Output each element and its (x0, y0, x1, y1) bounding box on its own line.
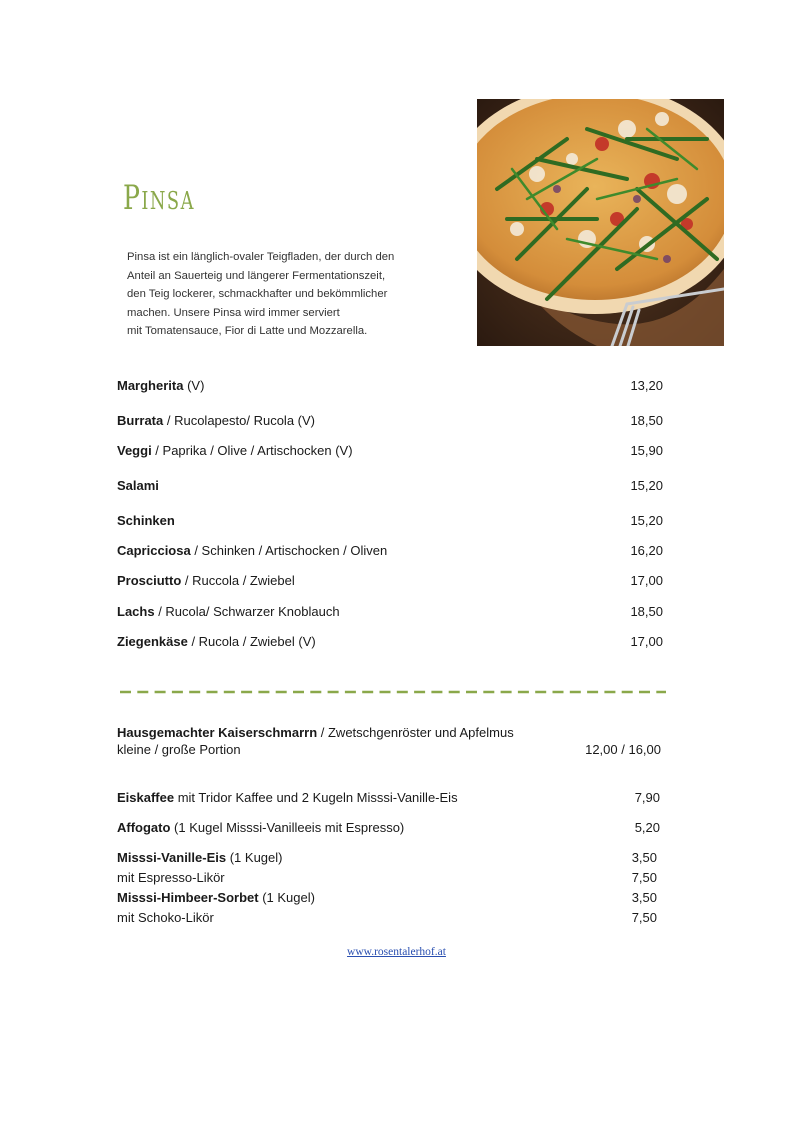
item-name: Misssi-Vanille-Eis (117, 850, 227, 865)
menu-item (117, 889, 657, 907)
item-name: Affogato (117, 820, 171, 835)
page-title: Pinsa (123, 178, 195, 218)
menu-item (117, 741, 661, 759)
item-desc: kleine / große Portion (117, 742, 241, 757)
item-name: Lachs (117, 604, 155, 619)
pizza-image (477, 99, 724, 346)
menu-item (117, 512, 663, 530)
item-name: Hausgemachter Kaiserschmarrn (117, 725, 318, 740)
item-price: 7,50 (631, 870, 657, 885)
menu-item (117, 869, 657, 887)
item-price: 15,90 (630, 443, 663, 458)
item-price: 17,00 (630, 573, 663, 588)
menu-item (117, 819, 660, 837)
menu-item (117, 603, 663, 621)
item-desc: / Rucola/ Schwarzer Knoblauch (154, 604, 340, 619)
item-price: 3,50 (631, 890, 657, 905)
item-name: Burrata (117, 413, 164, 428)
menu-item (117, 849, 657, 867)
intro-line: machen. Unsere Pinsa wird immer serviert (127, 306, 340, 319)
menu-item (117, 412, 663, 430)
item-desc: (V) (183, 378, 205, 393)
item-desc: (1 Kugel) (258, 890, 315, 905)
item-desc: / Paprika / Olive / Artischocken (V) (151, 443, 353, 458)
intro-line: Anteil an Sauerteig und längerer Fermentationszeit, (127, 269, 386, 282)
intro-text (127, 248, 427, 341)
item-price: 18,50 (630, 604, 663, 619)
intro-line: Pinsa ist ein länglich-ovaler Teigfladen, der durch den (127, 251, 395, 263)
menu-item (117, 442, 663, 460)
website-link[interactable]: www.rosentalerhof.at (347, 946, 446, 958)
item-desc: mit Espresso-Likör (117, 870, 225, 885)
item-price: 7,50 (631, 910, 657, 925)
menu-item (117, 909, 657, 927)
item-name: Capricciosa (117, 543, 191, 558)
pinsa-photo (477, 99, 724, 346)
item-price: 3,50 (631, 850, 657, 865)
item-desc: (1 Kugel Misssi-Vanilleeis mit Espresso) (170, 820, 405, 835)
menu-item (117, 724, 661, 742)
item-desc: / Ruccola / Zwiebel (181, 573, 295, 588)
item-name: Prosciutto (117, 573, 182, 588)
item-name: Misssi-Himbeer-Sorbet (117, 890, 259, 905)
item-desc: mit Schoko-Likör (117, 910, 214, 925)
item-desc: / Rucola / Zwiebel (V) (187, 634, 316, 649)
item-name: Eiskaffee (117, 790, 175, 805)
item-price: 7,90 (634, 790, 660, 805)
item-desc: / Schinken / Artischocken / Oliven (190, 543, 388, 558)
item-desc: mit Tridor Kaffee und 2 Kugeln Misssi-Vanille-Eis (174, 790, 458, 805)
item-name: Veggi (117, 443, 152, 458)
menu-item (117, 477, 663, 495)
intro-line: mit Tomatensauce, Fior di Latte und Mozzarella. (127, 325, 368, 337)
item-name: Ziegenkäse (117, 634, 188, 649)
website-footer (0, 946, 793, 958)
section-divider (118, 690, 668, 694)
menu-item (117, 377, 663, 395)
menu-item (117, 572, 663, 590)
item-price: 13,20 (630, 378, 663, 393)
item-name: Schinken (117, 513, 175, 528)
item-price: 16,20 (630, 543, 663, 558)
item-price: 5,20 (634, 820, 660, 835)
item-price: 12,00 / 16,00 (585, 742, 661, 757)
item-desc: / Rucolapesto/ Rucola (V) (163, 413, 315, 428)
intro-line: den Teig lockerer, schmackhafter und bekömmlicher (127, 288, 388, 300)
item-desc: / Zwetschgenröster und Apfelmus (317, 725, 514, 740)
item-name: Margherita (117, 378, 184, 393)
item-price: 15,20 (630, 478, 663, 493)
menu-item (117, 789, 660, 807)
item-price: 17,00 (630, 634, 663, 649)
menu-item (117, 542, 663, 560)
item-name: Salami (117, 478, 159, 493)
menu-item (117, 633, 663, 651)
item-price: 15,20 (630, 513, 663, 528)
item-price: 18,50 (630, 413, 663, 428)
item-desc: (1 Kugel) (226, 850, 283, 865)
